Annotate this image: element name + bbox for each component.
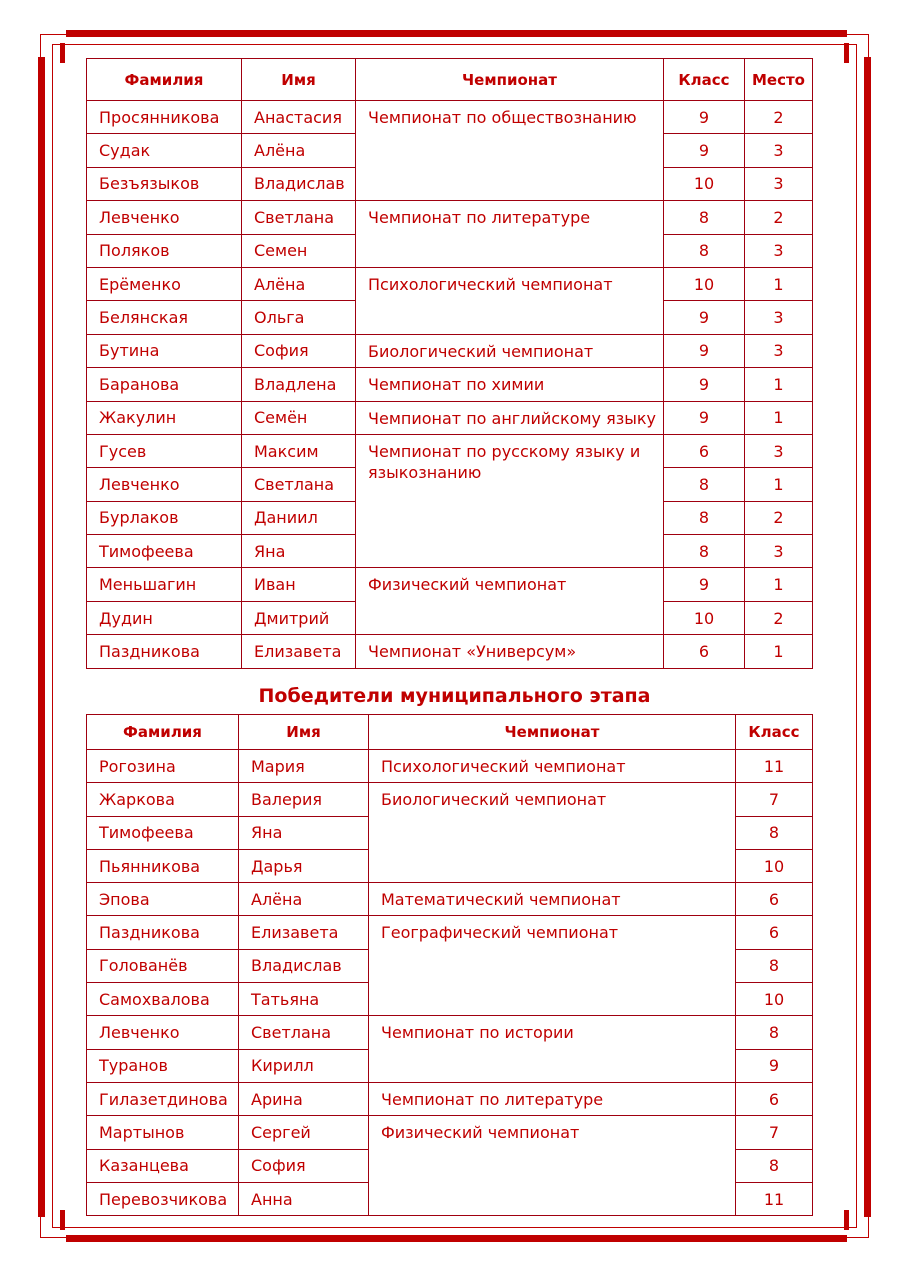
cell-place: 1 [745,568,813,601]
cell-place: 3 [745,167,813,200]
cell-grade: 10 [664,601,745,634]
frame-corner-br [844,1210,849,1230]
col-header-surname: Фамилия [87,715,239,750]
cell-surname: Баранова [87,368,242,401]
cell-name: Семён [242,401,356,434]
cell-grade: 11 [736,1182,813,1215]
cell-place: 3 [745,134,813,167]
cell-name: Даниил [242,501,356,534]
cell-surname: Казанцева [87,1149,239,1182]
cell-grade: 8 [664,234,745,267]
cell-surname: Бурлаков [87,501,242,534]
table-row [87,201,813,234]
cell-grade: 8 [664,468,745,501]
cell-championship: Чемпионат по русскому языку и языкознанию [356,434,664,568]
cell-grade: 9 [664,401,745,434]
table-row [87,434,813,467]
cell-name: Татьяна [239,983,369,1016]
cell-name: Яна [239,816,369,849]
cell-place: 3 [745,334,813,367]
cell-name: Елизавета [239,916,369,949]
col-header-championship: Чемпионат [356,59,664,101]
cell-name: Алёна [239,883,369,916]
cell-place: 3 [745,434,813,467]
cell-place: 3 [745,535,813,568]
cell-surname: Жакулин [87,401,242,434]
cell-grade: 7 [736,1116,813,1149]
cell-name: София [242,334,356,367]
cell-name: Светлана [242,201,356,234]
frame-corner-bl [60,1210,65,1230]
cell-name: Владислав [242,167,356,200]
cell-name: Дарья [239,849,369,882]
cell-grade: 10 [736,849,813,882]
cell-championship: Чемпионат по истории [369,1016,736,1083]
cell-surname: Дудин [87,601,242,634]
cell-name: Елизавета [242,635,356,668]
cell-grade: 9 [664,134,745,167]
cell-grade: 10 [736,983,813,1016]
table-row [87,568,813,601]
cell-surname: Паздникова [87,635,242,668]
cell-place: 1 [745,635,813,668]
cell-surname: Мартынов [87,1116,239,1149]
cell-grade: 8 [736,816,813,849]
table-row [87,101,813,134]
cell-surname: Перевозчикова [87,1182,239,1215]
cell-name: Семен [242,234,356,267]
cell-place: 1 [745,267,813,300]
cell-championship: Чемпионат по обществознанию [356,101,664,201]
cell-place: 2 [745,601,813,634]
cell-championship: Чемпионат «Универсум» [356,635,664,668]
cell-grade: 9 [664,334,745,367]
cell-surname: Левченко [87,1016,239,1049]
cell-grade: 6 [736,916,813,949]
cell-place: 1 [745,401,813,434]
table-row [87,1082,813,1115]
cell-surname: Тимофеева [87,535,242,568]
cell-grade: 8 [664,201,745,234]
col-header-place: Место [745,59,813,101]
cell-grade: 6 [664,434,745,467]
cell-grade: 9 [736,1049,813,1082]
cell-surname: Бутина [87,334,242,367]
table-header-row [87,715,813,750]
col-header-championship: Чемпионат [369,715,736,750]
cell-name: Яна [242,535,356,568]
cell-grade: 8 [736,1149,813,1182]
cell-championship: Физический чемпионат [369,1116,736,1216]
cell-championship: Психологический чемпионат [356,267,664,334]
cell-championship: Чемпионат по химии [356,368,664,401]
cell-championship: Физический чемпионат [356,568,664,635]
cell-name: Кирилл [239,1049,369,1082]
cell-championship: Биологический чемпионат [356,334,664,367]
cell-grade: 9 [664,368,745,401]
cell-surname: Белянская [87,301,242,334]
cell-surname: Тимофеева [87,816,239,849]
cell-place: 2 [745,101,813,134]
table-row [87,267,813,300]
cell-surname: Паздникова [87,916,239,949]
cell-name: Сергей [239,1116,369,1149]
cell-name: Иван [242,568,356,601]
col-header-grade: Класс [736,715,813,750]
cell-surname: Туранов [87,1049,239,1082]
winners-table-school [86,58,813,669]
cell-name: Светлана [242,468,356,501]
cell-grade: 7 [736,783,813,816]
cell-grade: 9 [664,301,745,334]
cell-surname: Пьянникова [87,849,239,882]
table-row [87,334,813,367]
cell-grade: 10 [664,267,745,300]
cell-championship: Географический чемпионат [369,916,736,1016]
cell-surname: Гилазетдинова [87,1082,239,1115]
table-header-row [87,59,813,101]
col-header-name: Имя [239,715,369,750]
cell-place: 2 [745,501,813,534]
table-row [87,883,813,916]
frame-corner-tr [844,43,849,63]
cell-surname: Меньшагин [87,568,242,601]
col-header-grade: Класс [664,59,745,101]
cell-name: Анастасия [242,101,356,134]
cell-place: 3 [745,301,813,334]
cell-surname: Рогозина [87,750,239,783]
cell-championship: Математический чемпионат [369,883,736,916]
cell-place: 2 [745,201,813,234]
cell-name: Владислав [239,949,369,982]
cell-grade: 8 [664,501,745,534]
cell-surname: Гусев [87,434,242,467]
cell-championship: Чемпионат по литературе [369,1082,736,1115]
cell-grade: 9 [664,568,745,601]
cell-name: Алёна [242,134,356,167]
cell-surname: Голованёв [87,949,239,982]
cell-surname: Поляков [87,234,242,267]
cell-championship: Психологический чемпионат [369,750,736,783]
cell-grade: 9 [664,101,745,134]
cell-place: 1 [745,468,813,501]
cell-name: Валерия [239,783,369,816]
table-row [87,635,813,668]
cell-name: Ольга [242,301,356,334]
cell-grade: 6 [736,883,813,916]
col-header-surname: Фамилия [87,59,242,101]
cell-grade: 10 [664,167,745,200]
winners-table-municipal [86,714,813,1216]
cell-place: 3 [745,234,813,267]
cell-name: Максим [242,434,356,467]
cell-place: 1 [745,368,813,401]
table-row [87,368,813,401]
cell-grade: 8 [736,949,813,982]
cell-name: Дмитрий [242,601,356,634]
cell-grade: 11 [736,750,813,783]
table-row [87,750,813,783]
cell-name: София [239,1149,369,1182]
col-header-name: Имя [242,59,356,101]
cell-championship: Чемпионат по литературе [356,201,664,268]
cell-surname: Ерёменко [87,267,242,300]
cell-surname: Левченко [87,201,242,234]
cell-name: Арина [239,1082,369,1115]
municipal-winners-heading: Победители муниципального этапа [258,685,651,707]
cell-name: Светлана [239,1016,369,1049]
cell-name: Анна [239,1182,369,1215]
cell-grade: 6 [664,635,745,668]
table-row [87,783,813,816]
cell-surname: Левченко [87,468,242,501]
cell-championship: Чемпионат по английскому языку [356,401,664,434]
cell-surname: Жаркова [87,783,239,816]
frame-corner-tl [60,43,65,63]
cell-surname: Просянникова [87,101,242,134]
table-row [87,401,813,434]
cell-surname: Судак [87,134,242,167]
table-row [87,1016,813,1049]
cell-name: Мария [239,750,369,783]
cell-championship: Биологический чемпионат [369,783,736,883]
cell-surname: Эпова [87,883,239,916]
cell-surname: Самохвалова [87,983,239,1016]
cell-surname: Безъязыков [87,167,242,200]
cell-grade: 8 [664,535,745,568]
cell-name: Владлена [242,368,356,401]
table-row [87,916,813,949]
cell-name: Алёна [242,267,356,300]
cell-grade: 6 [736,1082,813,1115]
cell-grade: 8 [736,1016,813,1049]
table-row [87,1116,813,1149]
